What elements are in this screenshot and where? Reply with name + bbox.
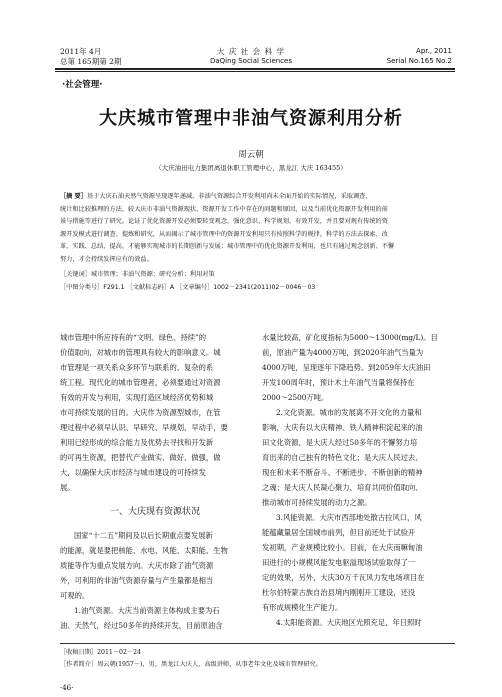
abstract-line-5: 革、实践、总结、提高，才能够实现城市的长期创新与发展；城市管理中的优化资源开发利用，也只有通过观念创新、不懈 [60,243,395,251]
page-number: ·46· [60,684,74,692]
author-name: 周云朝 [238,150,264,160]
para-line: 展。 [60,483,75,492]
header-date-en: Apr., 2011 [416,47,452,55]
para-line: 市可持续发展的目的。大庆作为资源型城市，在管 [60,408,221,417]
header-date: 2011年 4月 [60,47,102,56]
para-line: 之魂；是大庆人民凝心聚力、培育共同价值取向、 [262,483,423,492]
para-line: 统工程。现代化的城市管理者，必须要通过对资源 [60,378,221,387]
para-line: 的能源，就是要把核能、水电、风能、太阳能、生物 [60,546,228,555]
para-line: 育出来的自己独有的特色文化；是大庆人民过去、 [262,453,423,462]
header-rule-top [55,68,455,70]
section-heading-1: 一、大庆现有资源状况 [109,507,200,517]
para-line: 杜尔伯特蒙古族自治县境内刚刚开工建设，还没 [262,588,416,597]
para-line: 4000万吨，呈现逐年下降趋势。到2059年大庆油田 [262,363,431,372]
classification-codes: ［中图分类号］F291.1 ［文献标志码］A ［文章编号］1002－2341(2011)02－0046－03 [60,284,316,291]
para-line: 现在和未来不断奋斗、不断进步、不断创新的精神 [262,468,423,477]
para-line: 发初期，产业规模比较小。目前，在大庆南嘛甸油 [262,543,423,552]
para-line: 市管理是一项关系众多环节与联系的、复杂的系 [60,363,214,372]
para-line: 1.油气资源。大庆当前资源主体构成主要为石 [74,606,220,615]
para-line: 有效的开发与利用，实现打造区域经济优势和城 [60,393,214,402]
abstract [60,191,455,267]
para-line: 外，可利用的非油气资源存量与产生量都是相当 [60,576,214,585]
para-line: 城市管理中所应持有的“文明、绿色、持续”的 [60,333,207,342]
para-line: 田进行的小规模风能发电驱溢现场试验取得了一 [262,558,416,567]
para-line: 2.文化资源。城市的发展离不开文化的力量和 [276,408,422,417]
header-rule-bottom [55,71,455,72]
para-line: 3.风能资源。大庆市西部地处散古拉风口，风 [276,513,422,522]
abstract-line-6: 努力，才会持续发挥应有的效益。 [60,255,153,263]
para-line: 2000～2500万吨。 [262,393,329,402]
para-line: 质能等作为重点发展方向。大庆市除了油气资源 [60,561,214,570]
abstract-label: ［摘 要］ [60,193,87,200]
para-line: 利用已经形成的综合能力及优势去寻找和开发新 [60,438,214,447]
keywords: ［关键词］城市管理；非油气资源；研究分析；利用对策 [60,271,215,278]
para-line: 推动城市可持续发展的动力之源。 [262,498,372,507]
journal-name-en: DaQing Social Sciences [209,57,292,65]
abstract-line-4: 源开发模式进行调查、提炼和研究，从而揭示了城市管理中的资源开发利用只有按照科学的规律，科学的方法去探索、改 [60,230,388,238]
para-line: 价值取向，对城市的管理具有较大的影响意义。城 [60,348,221,357]
para-line: 油、天然气，经过50多年的持续开发，目前原油含 [60,621,223,630]
para-line: 有形成规模化生产能力。 [262,603,343,612]
header-issue: 总第 165期第 2期 [60,57,122,66]
para-line: 可观的。 [60,591,90,600]
abstract-line-3: 景与措施等进行了研究。论证了优化资源开发必须要转变观念，强化意识、科学规划、有效开发，并且要对规有传统的资 [60,218,388,226]
para-line: 能蕴藏量居全国城市前列，但目前还处于试验开 [262,528,416,537]
abstract-line-2: 统计和比较推理的方法，较大庆市非油气资源现状、资源开发工作中存在的问题和原因，以及当前优化资源开发利用的前 [60,205,388,213]
para-line: 国家“十二五”期间及以后长期重点要发展新 [74,531,213,540]
para-line: 影响，大庆有以大庆精神、铁人精神积淀起来的油 [262,423,423,432]
para-line: 定的效果，另外，大庆30万千瓦风力发电场项目在 [262,573,425,582]
header-serial-en: Serial No.165 No.2 [386,57,452,65]
author-bio: ［作者简介］周云朝(1957－)，男，黑龙江大庆人，高级讲师，从事老年文化及城市管理研究。 [60,661,322,668]
para-line: 开发100周年时，预计木土年油气当量将保持在 [262,378,415,387]
right-column [262,330,456,630]
author-affiliation: （大庆油田电力集团离退休职工管理中心，黑龙江 大庆 163455） [155,164,347,172]
para-line: 的可再生资源，把替代产业做实、做好、做强，做 [60,453,221,462]
footnote-rule [60,643,455,644]
left-column [60,330,250,633]
article-title: 大庆城市管理中非油气资源利用分析 [99,108,403,129]
para-line: 田文化资源，是大庆人经过50多年的不懈努力培 [262,438,418,447]
journal-name-cn: 大 庆 社 会 科 学 [217,47,285,56]
received-date: ［收稿日期］2011－02－24 [60,649,141,656]
para-line: 4.太阳能资源。大庆地区光照充足，年日照时 [276,618,422,627]
section-tag: ·社会管理· [62,80,103,90]
para-line: 理过程中必须早认识、早研究、早规划、早动手，要 [60,423,228,432]
para-line: 前，原油产量为4000万吨，到2020年油气当量为 [262,348,424,357]
para-line: 水量比较高，矿化度指标为5000～13000(mg/L)。目 [262,333,438,342]
para-line: 大，以确保大庆市经济与城市建设的可持续发 [60,468,206,477]
abstract-line-1: ［摘 要］基于大庆石油天然气资源呈现逐年递减，非油气资源综合开发利用尚未全面开始的实际情况，采取调查、 [60,193,372,200]
